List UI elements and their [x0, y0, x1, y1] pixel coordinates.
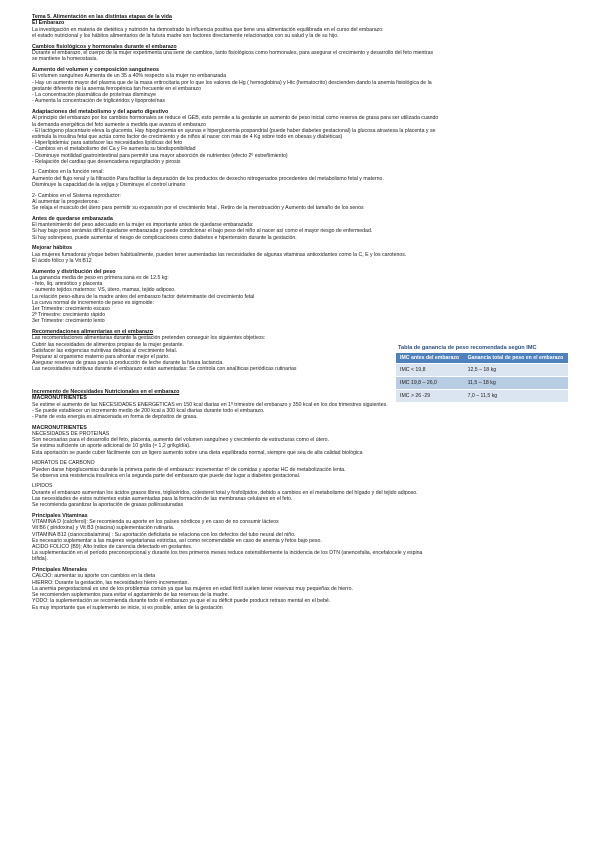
paragraph-line: HIERRO: Durante la gestación, las necesidades hierro incrementan.: [32, 579, 189, 586]
section-hidratos: [32, 460, 567, 479]
table-header-row: [396, 353, 568, 364]
section-heading: Principales Vitaminas: [32, 512, 88, 519]
paragraph-line: 3er Trimestre: crecimiento lento: [32, 318, 105, 325]
paragraph-line: NECESIDADES DE PROTEÍNAS: [32, 431, 110, 438]
paragraph-line: - Disminuye motilidad gastrointestinal para permitir una mayor absorción de nutrientes (efecto 2º estreñimiento): [32, 152, 288, 159]
paragraph-line: La ganancia media de peso en primera sana es de 12.5 kg:: [32, 274, 169, 281]
paragraph-line: Satisfacer las exigencias nutritivas debidas al crecimiento fetal.: [32, 347, 178, 354]
paragraph-line: La anemia pergestacional es uno de los problemas común ya que las mujeres en edad fértil suelen tener reservas muy pequeñas de hierro.: [32, 585, 353, 592]
section-heading: Aumento del volumen y composición sanguíneos: [32, 67, 159, 74]
paragraph-line: estimula la insulina fetal que actúa como factor de crecimiento y de niños al nacer con mas de 4 Kg sobre todo en obesas y diabéticas): [32, 133, 343, 140]
paragraph-line: VITAMINA B12 (cianocobalamina) : Su aportación deficitaria se relaciona con los defectos del tubo neural del niño.: [32, 531, 296, 538]
section-heading: Incremento de Necesidades Nutricionales en el embarazo: [32, 388, 180, 395]
table-cell: IMC < 19,8: [396, 364, 464, 377]
paragraph-line: Cubrir las necesidades de alimentos propias de la mujer gestante.: [32, 341, 184, 348]
paragraph-line: Al principio del embarazo por los cambios hormonales se reduce el GEB, esto permite a la gestante un aumento de peso inicial como reserva de grasa para ser utilizada cuando: [32, 115, 439, 122]
section-metabolismo: [32, 109, 567, 165]
paragraph-line: YODO: la suplementación se recomienda durante todo el embarazo ya que el su déficit puede producir retraso mental en el bebé.: [32, 598, 331, 605]
table-caption: Tabla de ganancia de peso recomendada según IMC: [398, 345, 537, 351]
section-subheading: MACRONUTRIENTES: [32, 395, 87, 402]
paragraph-line: 1- Cambios en la función renal:: [32, 169, 104, 176]
paragraph-line: Es muy importante que el suplemento se inicie, si es posible, antes de la gestación: [32, 604, 223, 611]
section-cambios-fisiologicos: [32, 44, 567, 63]
section-proteinas: [32, 425, 567, 456]
paragraph-line: Aumento del flujo renal y la filtración Para facilitar la depuración de los productos de desecho nitrogenados procedentes del metabolismo fetal y materno.: [32, 175, 384, 182]
table-cell: 11,5 – 18 kg: [464, 377, 568, 390]
paragraph-line: - Relajación del cardias que desencadena regurgitación y pirosis: [32, 158, 181, 165]
paragraph-line: se mantiene la homeostasis.: [32, 56, 98, 63]
paragraph-line: Durante el embarazo, el cuerpo de la mujer experimenta una serie de cambios, tanto fisiológicos como hormonales, para asegurar el crecimiento y desarrollo del feto mientras: [32, 50, 434, 57]
table-cell: IMC > 26 -29: [396, 390, 464, 403]
paragraph-line: 1er Trimestre: crecimiento escaso: [32, 305, 110, 312]
paragraph-line: Si hay sobrepeso, puede aumentar el riesgo de complicaciones como diabetes e hipertensión durante la gestación.: [32, 234, 297, 241]
section-heading: Adaptaciones del metabolismo y del aparto digestivo: [32, 108, 169, 115]
weight-gain-table: [396, 345, 568, 402]
paragraph-line: Se relaja el musculo del útero para permitir su expansión por el crecimiento fetal , Retiro de la menstruación y Aumento del tamaño de los senos: [32, 205, 364, 211]
table-row: [396, 364, 568, 377]
paragraph-line: Las necesidades nutritivas durante el embarazo están aumentadas: Se controla con analíticas periódicas rutinarias: [32, 366, 297, 373]
paragraph-line: 2º Trimestre: crecimiento rápido: [32, 312, 106, 319]
section-heading: El Embarazo: [32, 20, 65, 27]
paragraph-line: Asegurar reservas de grasa para la producción de leche durante la futura lactancia.: [32, 360, 224, 367]
section-minerales: [32, 567, 567, 611]
paragraph-line: Se observa una resistencia insulínica en la segunda parte del embarazo que puede dar lugar a diabetes gestacional.: [32, 472, 301, 479]
paragraph-line: - Aumenta la concentración de triglicéridos y lipoproteínas: [32, 98, 165, 105]
section-heading: Aumento y distribución del peso: [32, 268, 116, 275]
paragraph-line: Si hay bajo peso serámás difícil quedarse embarazada y puede condicionar el bajo peso del niño al nacer así como el mayor riesgo de enfermedad.: [32, 228, 373, 235]
paragraph-line: La investigación en materia de dietética y nutrición ha demostrado la influencia positiva que tiene una alimentación equilibrada en el curso del embarazo:: [32, 26, 384, 33]
section-lipidos: [32, 483, 567, 508]
table-header-ganancia: Ganancia total de peso en el embarazo: [464, 353, 568, 364]
paragraph-line: Se recomienda garantizar la aportación de grasas poliinsaturadas: [32, 502, 184, 509]
paragraph-line: Durante el embarazo aumentan los ácidos grasos libres, triglicéridos, colesterol total y fosfolípidos, debido a cambios en el metabolismo del hígado y del tejido adiposo.: [32, 489, 418, 496]
section-aumento-peso: [32, 269, 387, 325]
paragraph-line: Se estima suficiente un aporte adicional de 10 g/día (≈ 1,2 gr/kg/día).: [32, 443, 191, 450]
paragraph-line: - feto, líq. amniótico y placenta: [32, 281, 103, 288]
paragraph-line: Preparar al organismo materno para afrontar mejor el parto.: [32, 354, 170, 361]
section-heading: Cambios fisiológicos y hormonales durante el embarazo: [32, 43, 177, 50]
paragraph-line: Las necesidades de estos nutrientes están aumentadas para la formación de las membranas celulares en el feto.: [32, 495, 293, 502]
paragraph-line: bífida).: [32, 556, 48, 563]
paragraph-line: Es necesario suplementar a las mujeres vegetarianas estrictas, así como recomendable en caso de anemia y fetos bajo peso.: [32, 537, 322, 544]
paragraph-line: - La concentración plasmática de proteínas disminuye: [32, 92, 156, 99]
paragraph-line: CALCIO: aumentar su aporte con cambios en la dieta: [32, 573, 156, 580]
section-embarazo: [32, 20, 567, 39]
paragraph-line: LIPIDOS: [32, 483, 53, 490]
paragraph-line: ÁCIDO FÓLICO (B9): Alto índice de carencia detectado en gestantes.: [32, 543, 193, 550]
paragraph-line: gestante diferente de la anemia ferropénica tan frecuente en el embarazo: [32, 85, 201, 92]
paragraph-line: Las recomendaciones alimentarias durante la gestación pretenden conseguir los siguientes objetivos:: [32, 335, 266, 342]
paragraph-line: 2- Cambios en el Sistema reproductor:: [32, 192, 121, 199]
paragraph-line: - Cambios en el metabolismo del Ca y Fe aumenta su biodisponibilidad: [32, 146, 196, 153]
paragraph-line: Son necesarias para el desarrollo del feto, placenta, aumento del volumen sanguíneo y crecimiento de estructuras como el útero.: [32, 437, 330, 444]
paragraph-line: Se recomienden suplementos para evitar el agotamiento de las reservas de la madre.: [32, 592, 229, 599]
paragraph-line: La suplementación en el período preconcepcional y durante los tres primeros meses reduce ostensiblemente la incidencia de los DTN (anencefalia, encefalocele y espina: [32, 550, 423, 557]
section-heading: MACRONUTRIENTES: [32, 424, 87, 431]
paragraph-line: Vit B6 ( piridoxina) y Vit B3 (niacina) suplementación rutinaria.: [32, 525, 175, 532]
paragraph-line: El ácido fólico y la Vit B12: [32, 257, 92, 264]
paragraph-line: Pueden darse hipoglucemias durante la primera parte de el embarazo: incrementar nº de comidas y aportar HC de metabolización lenta.: [32, 466, 346, 473]
section-sistema-reproductor: [32, 193, 567, 212]
section-heading: Antes de quedarse embarazada: [32, 215, 113, 222]
paragraph-line: La relación peso-altura de la madre antes del embarazo factor determinante del crecimiento fetal: [32, 293, 255, 300]
section-antes-embarazo: [32, 216, 567, 241]
section-funcion-renal: [32, 169, 567, 188]
paragraph-line: - Hay un aumento mayor del plasma que de la masa eritrocitaria por lo que los valores de Hg ( hemoglobina) y Htc (hematocrito) descienden dando la anemia fisiológica de la: [32, 79, 432, 86]
section-mejorar-habitos: [32, 245, 567, 264]
paragraph-line: - aumento tejidos maternos: VS, útero, mamas, tejido adiposo.: [32, 287, 176, 294]
paragraph-line: - Hiperlipidemia: para satisfacer las necesidades lipídicas del feto: [32, 140, 183, 147]
paragraph-line: - Parte de esta energía es almacenada en forma de depósitos de grasa.: [32, 413, 198, 420]
paragraph-line: Las mujeres fumadoras y/oque beben habitualmente, pueden tener aumentadas las necesidades de algunas vitaminas antioxidantes como la C, E y los carotenos.: [32, 251, 407, 258]
table-cell: IMC 19,8 – 26,0: [396, 377, 464, 390]
paragraph-line: HIDRATOS DE CARBONO: [32, 460, 95, 467]
paragraph-line: Esta aportación se puede cubrir fácilmente con un ligero aumento sobre una dieta equilibrada normal, siempre que sea de alta calidad biológica: [32, 449, 363, 456]
section-heading: Recomendaciones alimentarias en el embarazo: [32, 329, 154, 336]
document-title: Tema 5. Alimentación en las distintas etapas de la vida: [32, 14, 172, 20]
table-cell: 7,0 – 11,5 kg: [464, 390, 568, 403]
section-heading: Mejorar hábitos: [32, 245, 73, 252]
paragraph-line: VITAMINA D (calciferol): Se recomienda su aporte en los países nórdicos y en caso de no consumir lácteos: [32, 519, 279, 526]
section-volumen-sanguineo: [32, 67, 567, 104]
paragraph-line: - El lactógeno placentario eleva la glucemia. Hay hipoglucemia en ayunas e hiperglucemia pospandrial (puede haber diabetes gestacional) la glucosa atraviesa la placenta y se: [32, 127, 436, 134]
section-vitaminas: [32, 513, 567, 563]
paragraph-line: La curva normal de incremento de peso es sigmoide:: [32, 299, 154, 306]
paragraph-line: - Se puede establecer un incremento medio de 200 kcal a 300 kcal diarias durante todo el embarazo.: [32, 407, 265, 414]
paragraph-line: El volumen sanguíneo Aumenta de un 35 a 40% respecto a la mujer no embarazada: [32, 73, 227, 80]
paragraph-line: el estado nutricional y los hábitos alimentarios de la futura madre son factores directamente relacionados con su salud y la de su hijo.: [32, 33, 339, 40]
section-heading: Principales Minerales: [32, 567, 88, 574]
paragraph-line: la demanda energética del feto aumente a medida que avanza el embarazo: [32, 121, 206, 128]
paragraph-line: Disminuye la capacidad de la vejiga y Disminuye el control urinario: [32, 181, 186, 188]
paragraph-line: Al aumentar la progesterona:: [32, 198, 99, 205]
table-row: [396, 377, 568, 390]
table-header-imc: IMC antes del embarazo: [396, 353, 464, 364]
paragraph-line: El mantenimiento del peso adecuado en la mujer es importante antes de quedarse embarazada:: [32, 222, 254, 229]
table-cell: 12,5 – 18 kg: [464, 364, 568, 377]
paragraph-line: Se estime el aumento de las NECESIDADES ENERGÉTICAS en 150 kcal diarias en 1º trimestre del embarazo y 350 kcal en los dos trimestres siguientes.: [32, 401, 388, 408]
table-row: [396, 390, 568, 403]
